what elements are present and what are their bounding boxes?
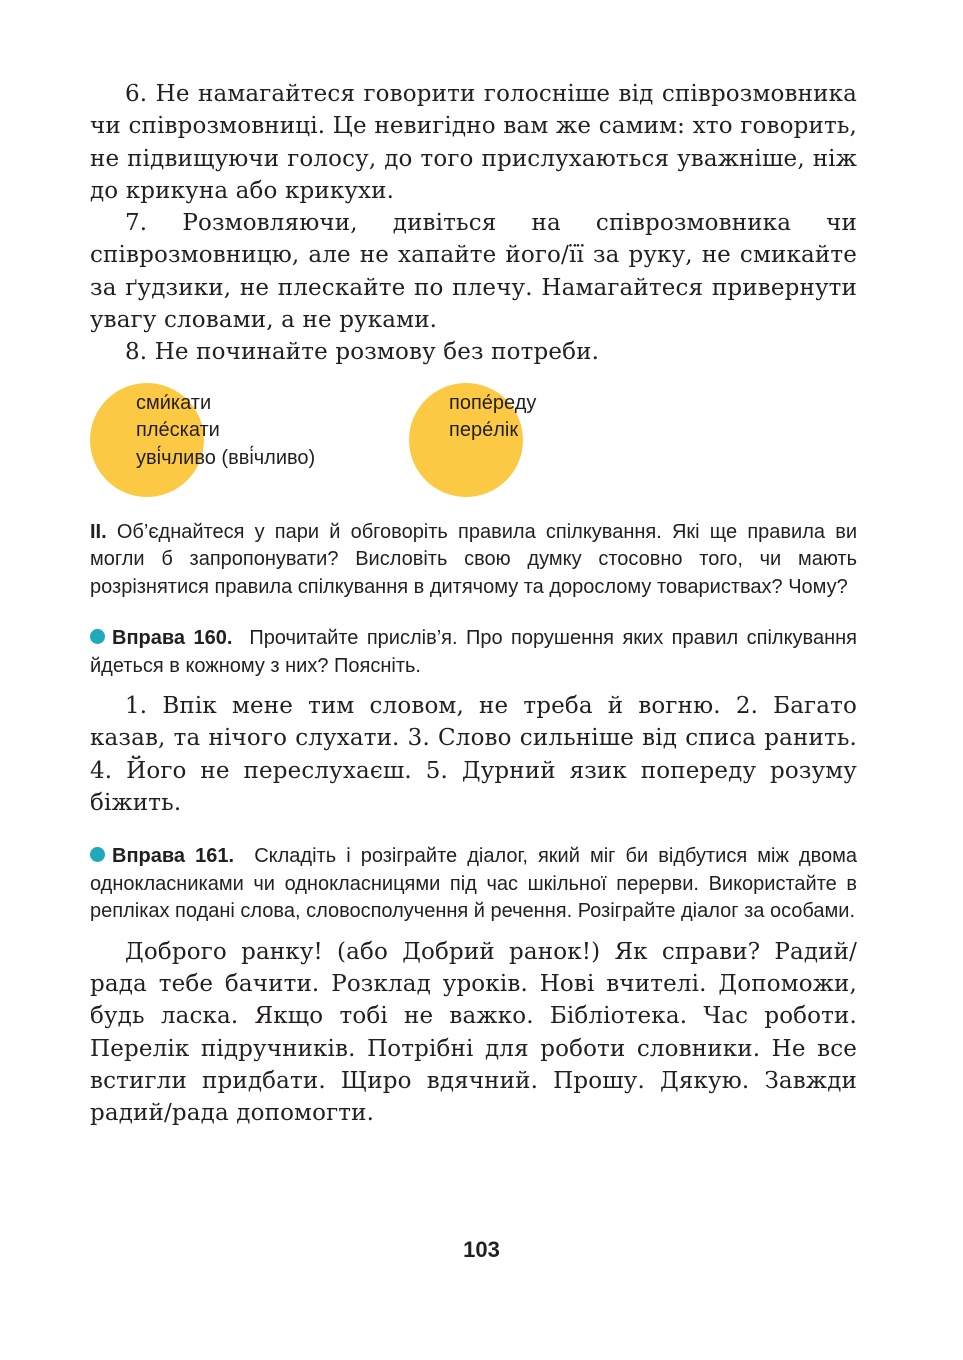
vocabulary-word: попе́реду [449,391,537,414]
page-number: 103 [463,1237,500,1262]
vocabulary-group-1 [136,390,315,473]
vocabulary-group-2 [449,390,536,445]
exercise-161-instruction [90,843,857,926]
bullet-dot-icon [90,629,105,644]
task-text: Об’єднайтеся у пари й обговоріть правила спілкування. Які ще правила ви могли б запропонувати? Висловіть свою думку стосовно того, чи мають розрізнятися правила спілкування в дитячому та дорослому товариствах? Чому? [90,520,858,598]
task-2 [90,519,857,602]
exercise-title: Вправа 161. [112,845,235,868]
exercise-161-text [90,936,857,1130]
vocabulary-word: уві́чливо (вві́чливо) [136,446,316,469]
vocabulary-word: пере́лік [449,419,519,442]
textbook-page [90,78,857,1130]
vocabulary-word: пле́скати [136,419,220,442]
rule-6: 6. Не намагайтеся говорити голосніше від співрозмовника чи співрозмовниці. Це невигідно вам же самим: хто говорить, не підвищуючи голосу, до того прислухаються уважніше, ніж до крикуна або крикухи. [90,81,857,204]
bullet-dot-icon [90,847,105,862]
vocabulary-box [90,383,857,505]
exercise-instruction: Прочитайте прислів’я. Про порушення яких правил спілкування йдеться в кожному з них? Поясніть. [90,627,857,677]
exercise-instruction: Складіть і розіграйте діалог, який міг би відбутися між двома однокласниками чи однокласницями під час шкільної перерви. Використайте в репліках подані слова, словосполучення й речення. Розіграйте діалог за особами. [90,845,857,923]
vocabulary-word: сми́кати [136,391,212,414]
rules-list [90,78,857,369]
proverbs-text: 1. Впік мене тим словом, не треба й вогню. 2. Багато казав, та нічого слухати. 3. Слово сильніше від списа ранить. 4. Його не переслухаєш. 5. Дурний язик попереду розуму біжить. [90,693,857,817]
exercise-title: Вправа 160. [112,627,233,650]
rule-8: 8. Не починайте розмову без потреби. [125,339,600,366]
exercise-160-text [90,690,857,819]
dialogue-phrases-text: Доброго ранку! (або Добрий ранок!) Як справи? Радий/рада тебе бачити. Розклад уроків. Нові вчителі. Допоможи, будь ласка. Якщо тобі не важко. Бібліотека. Час роботи. Перелік підручників. Потрібні для роботи словники. Не все встигли придбати. Щиро вдячний. Прошу. Дякую. Завжди радий/рада допомогти. [90,938,857,1127]
rule-7: 7. Розмовляючи, дивіться на співрозмовника чи співрозмовницю, але не хапайте його/її за руку, не смикайте за ґудзики, не плескайте по плечу. Намагайтеся привернути увагу словами, а не руками. [90,210,857,334]
exercise-160-instruction [90,625,857,680]
task-label: II. [90,520,107,543]
